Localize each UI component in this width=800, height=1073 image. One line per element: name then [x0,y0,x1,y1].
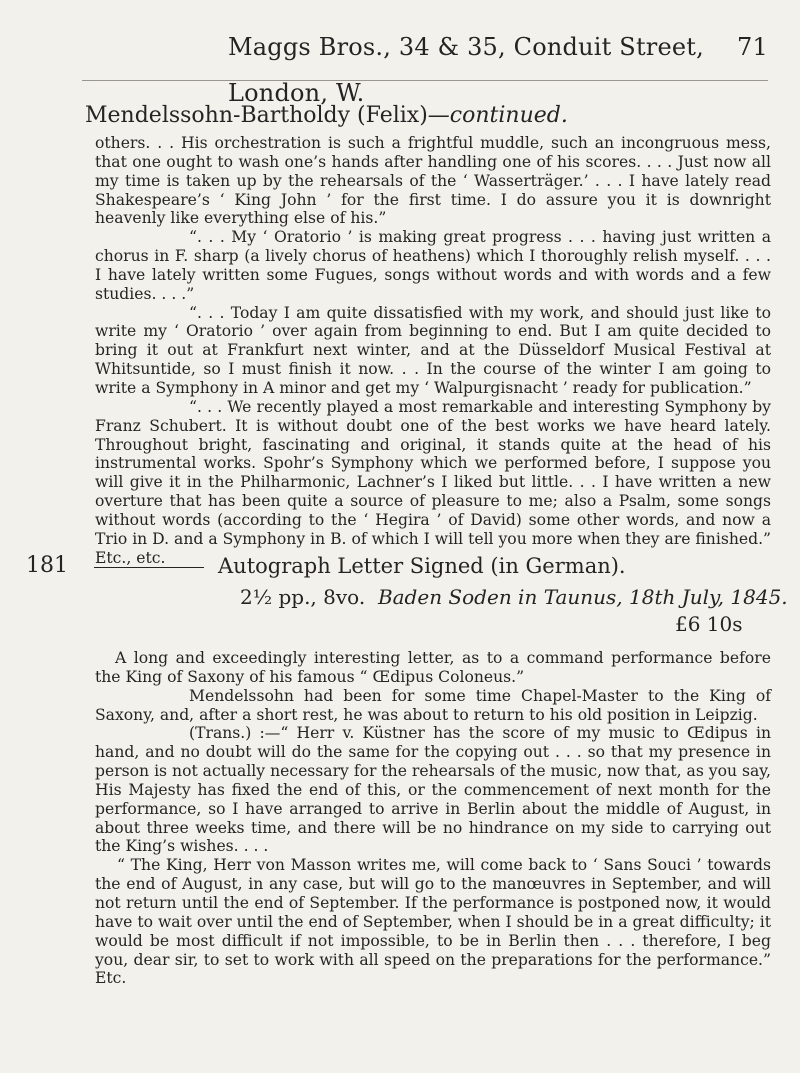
paragraph: “. . . My ‘ Oratorio ’ is making great progress . . . having just written a chorus in F. sharp (a lively chorus of heathens) which I thoroughly relish myself. . . . I have lately written some Fugues, songs without words and with words and a few studies. . . .” [95,228,771,303]
lot-title: Autograph Letter Signed (in German). [218,554,626,578]
lot-dash [94,567,204,568]
paragraph: “. . . We recently played a most remarkable and interesting Symphony by Franz Schubert. It is without doubt one of the best works we have heard lately. Throughout bright, fascinating and original, it stands quite at the head of his instrumental works. Spohr’s Symphony which we performed before, I suppose you will give it in the Philharmonic, Lachner’s I liked but little. . . I have written a new overture that has been quite a source of pleasure to me; also a Psalm, some songs without words (according to the ‘ Hegira ’ of David) some other words, and now a Trio in D. and a Symphony in B. of which I will tell you more when they are finished.” Etc., etc. [95,397,771,567]
paragraph: “ The King, Herr von Masson writes me, will come back to ‘ Sans Souci ’ towards the end of August, in any case, but will go to the manœuvres in September, and will not return until the end of September. If the performance is postponed now, it would have to wait over until the end of September, when I should be in a great difficulty; it would be most difficult if not impossible, to be in Berlin then . . . therefore, I beg you, dear sir, to set to work with all speed on the preparations for the performance.” Etc. [95,856,771,988]
dealer-address: Maggs Bros., 34 & 35, Conduit Street, London, W. [228,33,704,107]
running-header [228,24,768,107]
header-rule [82,80,768,81]
paragraph: (Trans.) :—“ Herr v. Küstner has the score of my music to Œdipus in hand, and no doubt will do the same for the copying out . . . so that my presence in person is not actually necessary for the rehearsals of the music, now that, as you say, His Majesty has fixed the end of this, or the commencement of next month for the performance, so I have arranged to arrive in Berlin about the middle of August, in about three weeks time, and there will be no hindrance on my side to carrying out the King’s wishes. . . . [95,724,771,856]
composer-name: Mendelssohn-Bartholdy (Felix) [85,103,428,128]
paragraph: others. . . His orchestration is such a frightful muddle, such an incongruous mess, that one ought to wash one’s hands after handling one of his scores. . . . Just now all my time is taken up by the rehearsals of the ‘ Wasserträger.’ . . . I have lately read Shakespeare’s ‘ King John ’ for the first time. I do assure you it is downright heavenly like everything else of his.” [95,134,771,228]
page-number: 71 [737,33,768,61]
continued-label: —continued. [427,103,568,128]
paragraph: Mendelssohn had been for some time Chapel-Master to the King of Saxony, and, after a short rest, he was about to return to his old position in Leipzig. [95,686,771,724]
lot-extent: 2½ pp., 8vo. [240,585,366,609]
lot-description-text [95,649,771,988]
lot-heading [94,550,626,582]
lot-place-date: Baden Soden in Taunus, 18th July, 1845. [377,585,788,609]
section-heading [85,96,568,136]
lot-price: £6 10s [675,612,743,636]
lot-description [240,582,788,612]
lot-number: 181 [26,553,68,578]
paragraph: “. . . Today I am quite dissatisfied with my work, and should just like to write my ‘ Oratorio ’ over again from beginning to end. But I am quite decided to bring it out at Frankfurt next winter, and at the Düsseldorf Musical Festival at Whitsuntide, so I must finish it now. . . In the course of the winter I am going to write a Symphony in A minor and get my ‘ Walpurgisnacht ’ ready for publication.” [95,303,771,397]
paragraph: A long and exceedingly interesting letter, as to a command performance before the King of Saxony of his famous “ Œdipus Coloneus.” [95,649,771,686]
letter-excerpt-continued [95,134,771,567]
